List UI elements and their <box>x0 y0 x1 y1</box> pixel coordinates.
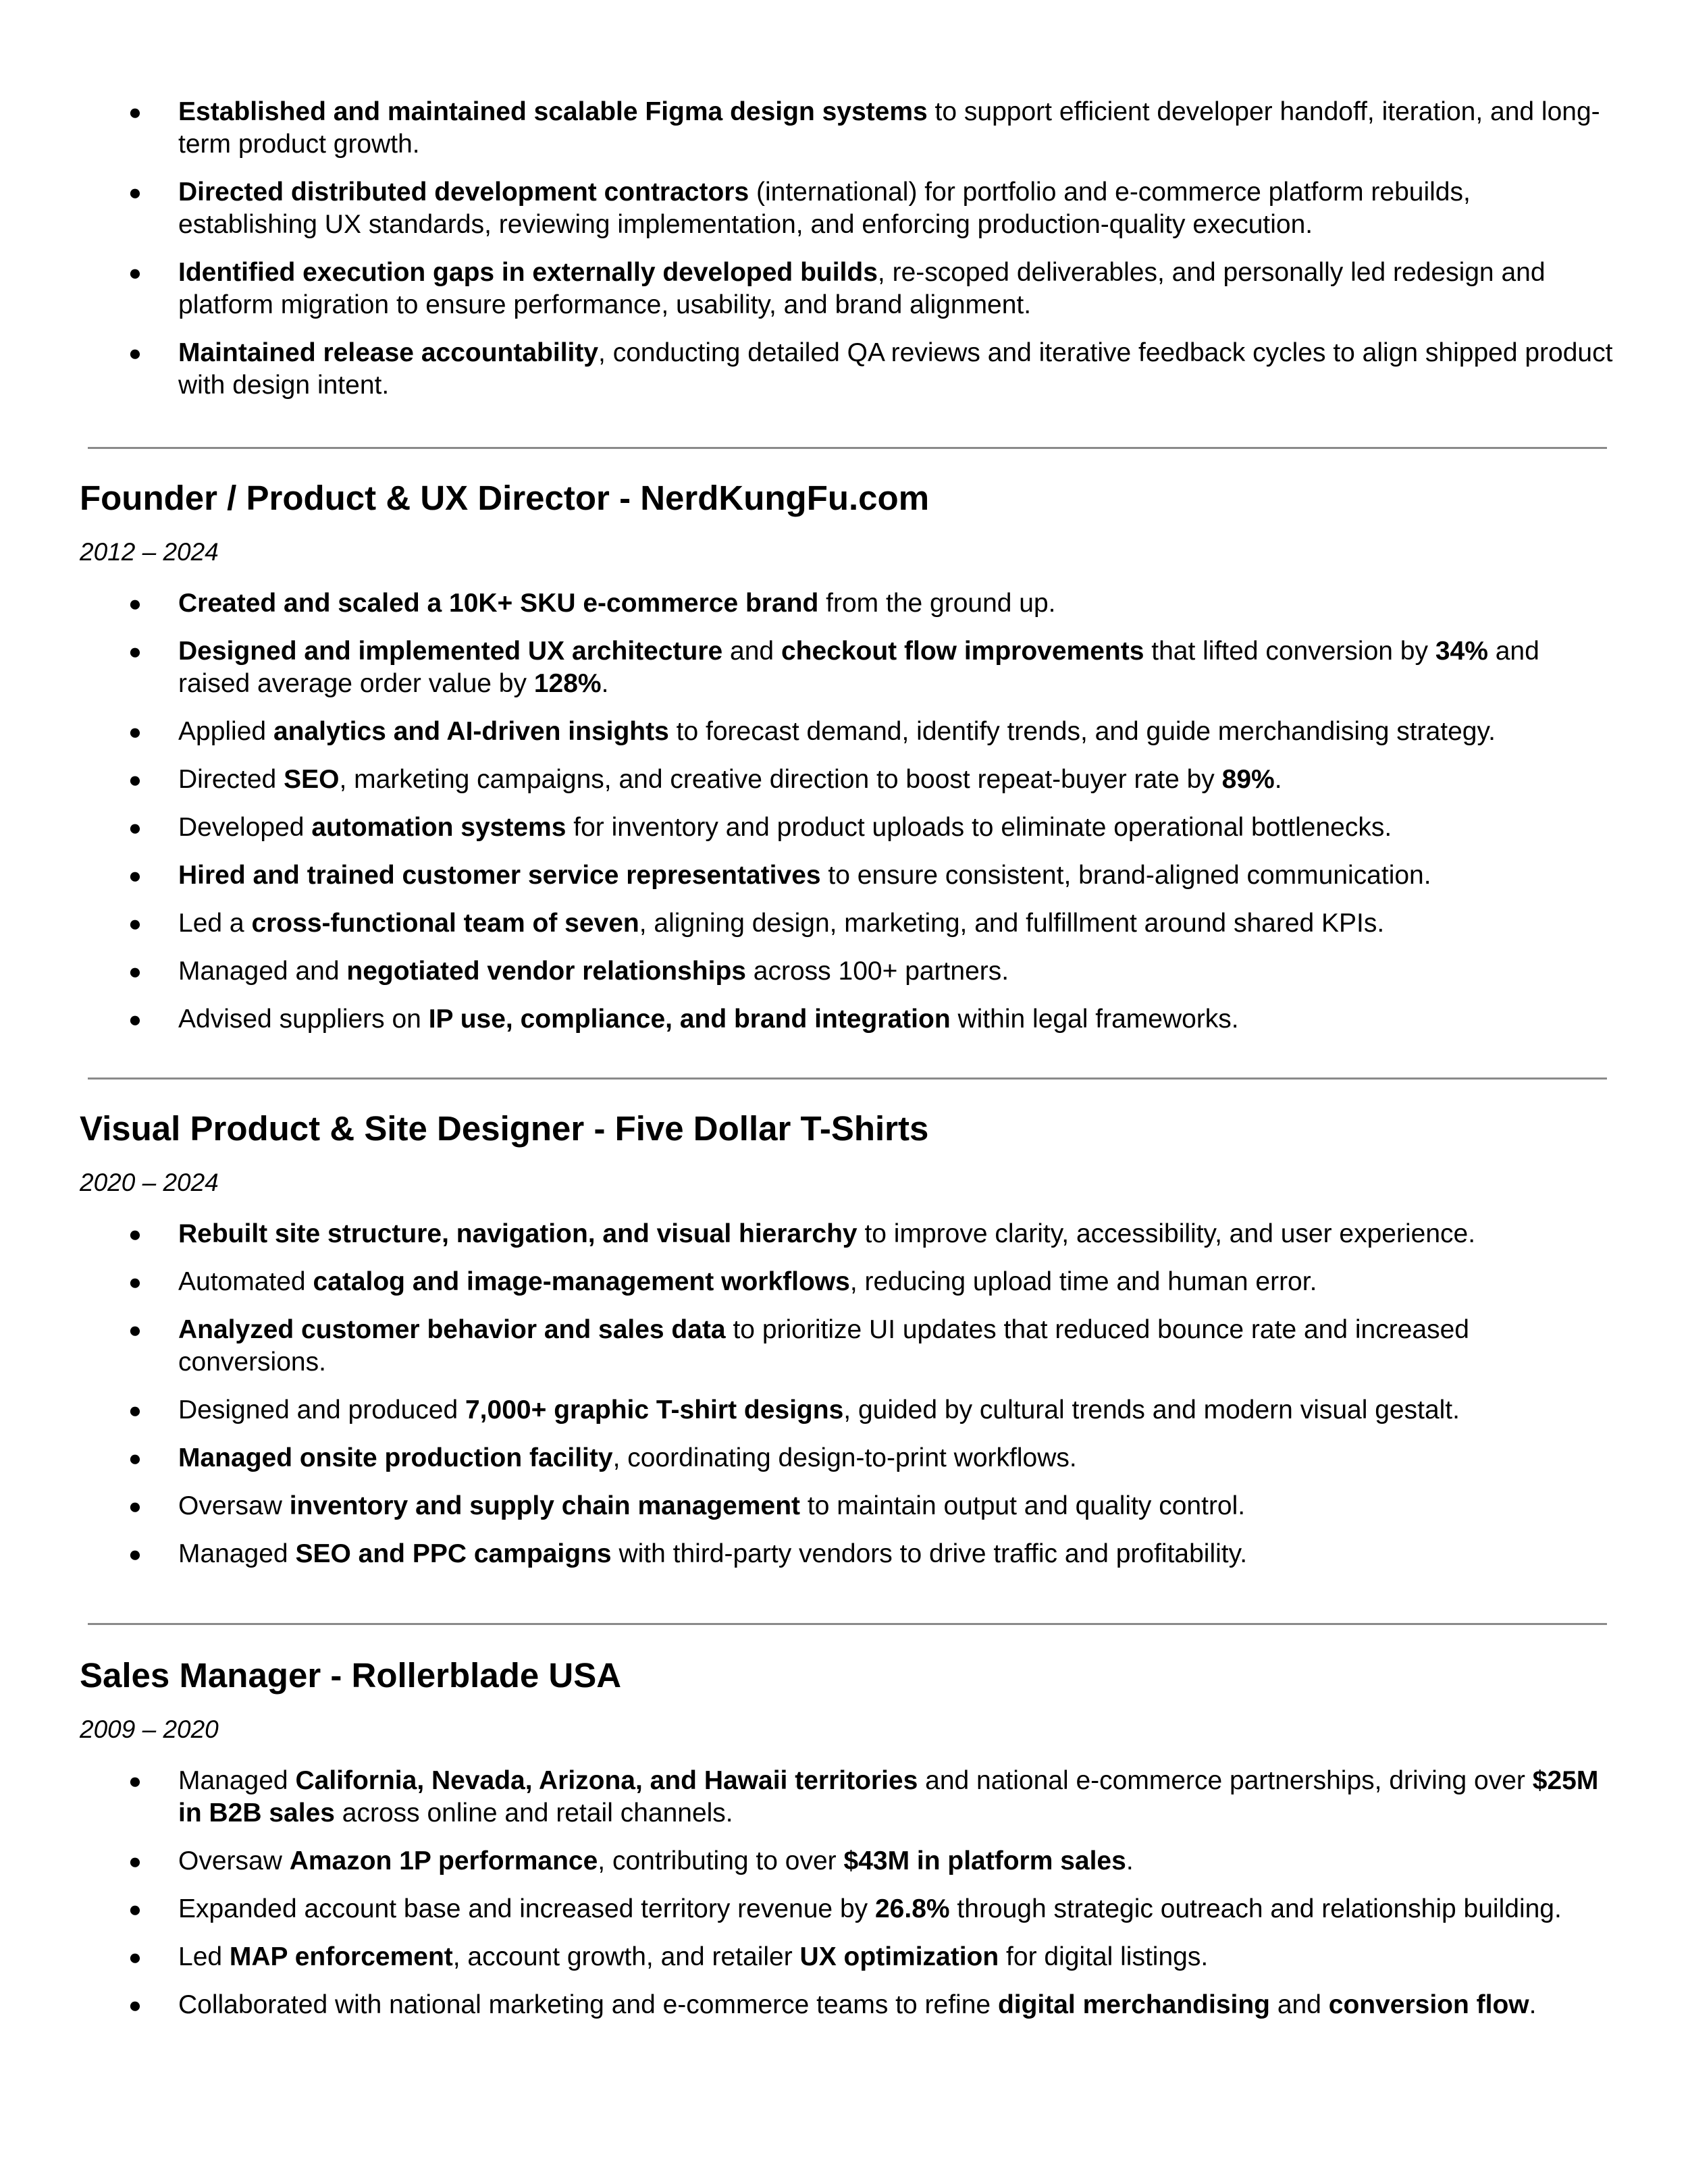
bullet-text: across 100+ partners. <box>745 957 1009 986</box>
bullet-dot-icon: ● <box>128 1269 142 1294</box>
bullet-item <box>128 1490 1614 1522</box>
bullet-item <box>128 1266 1614 1298</box>
bullet-dot-icon: ● <box>128 959 142 984</box>
bullet-dot-icon: ● <box>128 591 142 616</box>
bullet-text: , conducting detailed QA reviews and iterative feedback cycles to align shipped product with design intent. <box>178 338 1613 400</box>
bullet-item <box>128 337 1614 402</box>
bullet-bold-text: IP use, compliance, and brand integration <box>428 1005 951 1034</box>
bullet-text: , guided by cultural trends and modern visual gestalt. <box>843 1395 1460 1424</box>
bullet-text: and national e-commerce partnerships, driving over <box>918 1766 1533 1795</box>
bullet-bold-text: 26.8% <box>874 1894 950 1923</box>
bullet-dot-icon: ● <box>128 1317 142 1342</box>
bullet-item <box>128 764 1614 796</box>
bullet-text: , coordinating design-to-print workflows. <box>612 1443 1077 1472</box>
bullet-bold-text: 34% <box>1435 637 1488 666</box>
bullet-text: . <box>1274 765 1282 794</box>
job-bullet-list <box>128 1765 1614 2037</box>
bullet-text: Led <box>178 1942 230 1971</box>
bullet-bold-text: $25M in B2B sales <box>178 1766 1599 1828</box>
bullet-item <box>128 1538 1614 1570</box>
bullet-text: Managed <box>178 1539 296 1568</box>
bullet-dot-icon: ● <box>128 911 142 936</box>
job-title: Founder / Product & UX Director - NerdKungFu.com <box>80 479 930 517</box>
bullet-dot-icon: ● <box>128 639 142 664</box>
bullet-dot-icon: ● <box>128 1944 142 1969</box>
job-title: Sales Manager - Rollerblade USA <box>80 1656 622 1695</box>
bullet-text: Managed and <box>178 957 347 986</box>
bullet-dot-icon: ● <box>128 815 142 840</box>
job-dates: 2020 – 2024 <box>80 1169 219 1196</box>
bullet-text: and <box>722 637 781 666</box>
bullet-text: Directed <box>178 765 284 794</box>
bullet-text: , marketing campaigns, and creative direction to boost repeat-buyer rate by <box>339 765 1222 794</box>
section-divider <box>88 1077 1607 1080</box>
bullet-text: and <box>1270 1990 1329 2019</box>
job-bullet-list <box>128 587 1614 1051</box>
bullet-item <box>128 176 1614 241</box>
bullet-item <box>128 859 1614 892</box>
bullet-item <box>128 257 1614 321</box>
bullet-text: , reducing upload time and human error. <box>849 1267 1317 1296</box>
bullet-item <box>128 1314 1614 1379</box>
bullet-bold-text: catalog and image-management workflows <box>313 1267 850 1296</box>
bullet-item <box>128 1442 1614 1474</box>
bullet-bold-text: 128% <box>533 669 602 698</box>
bullet-bold-text: Maintained release accountability <box>178 338 599 367</box>
bullet-item <box>128 811 1614 844</box>
bullet-text: and raised average order value by <box>178 637 1539 698</box>
bullet-bold-text: UX optimization <box>799 1942 999 1971</box>
bullet-bold-text: conversion flow <box>1328 1990 1529 2019</box>
bullet-dot-icon: ● <box>128 1896 142 1921</box>
bullet-dot-icon: ● <box>128 1221 142 1246</box>
bullet-text: Collaborated with national marketing and e-commerce teams to refine <box>178 1990 998 2019</box>
bullet-text: for inventory and product uploads to eliminate operational bottlenecks. <box>566 813 1392 842</box>
bullet-text: Oversaw <box>178 1846 290 1875</box>
bullet-bold-text: Amazon 1P performance <box>289 1846 598 1875</box>
bullet-bold-text: Designed and implemented UX architecture <box>178 637 723 666</box>
bullet-text: to support efficient developer handoff, iteration, and long-term product growth. <box>178 97 1600 159</box>
bullet-text: Designed and produced <box>178 1395 465 1424</box>
bullet-item <box>128 96 1614 161</box>
bullet-item <box>128 1394 1614 1427</box>
bullet-text: to maintain output and quality control. <box>800 1491 1246 1520</box>
bullet-text: Applied <box>178 717 273 746</box>
bullet-bold-text: cross-functional team of seven <box>251 909 639 938</box>
bullet-bold-text: MAP enforcement <box>229 1942 453 1971</box>
bullet-dot-icon: ● <box>128 1992 142 2017</box>
bullet-text: Led a <box>178 909 252 938</box>
bullet-text: . <box>1126 1846 1134 1875</box>
bullet-text: to prioritize UI updates that reduced bounce rate and increased conversions. <box>178 1315 1469 1377</box>
bullet-bold-text: analytics and AI-driven insights <box>273 717 669 746</box>
bullet-bold-text: negotiated vendor relationships <box>346 957 746 986</box>
bullet-bold-text: automation systems <box>311 813 566 842</box>
bullet-dot-icon: ● <box>128 340 142 365</box>
bullet-text: Developed <box>178 813 312 842</box>
bullet-text: to forecast demand, identify trends, and guide merchandising strategy. <box>668 717 1496 746</box>
bullet-bold-text: inventory and supply chain management <box>289 1491 801 1520</box>
bullet-dot-icon: ● <box>128 1445 142 1470</box>
bullet-item <box>128 635 1614 700</box>
bullet-item <box>128 1218 1614 1250</box>
bullet-text: , re-scoped deliverables, and personally led redesign and platform migration to ensure performance, usability, and brand alignment. <box>178 258 1546 319</box>
bullet-dot-icon: ● <box>128 99 142 124</box>
section-divider <box>88 1623 1607 1625</box>
bullet-dot-icon: ● <box>128 1541 142 1566</box>
bullet-text: . <box>601 669 609 698</box>
bullet-text: to ensure consistent, brand-aligned communication. <box>820 861 1431 890</box>
bullet-text: Automated <box>178 1267 313 1296</box>
bullet-bold-text: Managed onsite production facility <box>178 1443 613 1472</box>
bullet-bold-text: digital merchandising <box>997 1990 1271 2019</box>
bullet-text: for digital listings. <box>999 1942 1209 1971</box>
bullet-item <box>128 1893 1614 1925</box>
job-bullet-list <box>128 1218 1614 1586</box>
bullet-bold-text: checkout flow improvements <box>781 637 1144 666</box>
bullet-dot-icon: ● <box>128 1007 142 1032</box>
bullet-bold-text: Directed distributed development contractors <box>178 178 749 207</box>
bullet-dot-icon: ● <box>128 719 142 744</box>
bullet-bold-text: 7,000+ graphic T-shirt designs <box>465 1395 844 1424</box>
bullet-text: , contributing to over <box>598 1846 844 1875</box>
bullet-bold-text: SEO and PPC campaigns <box>295 1539 612 1568</box>
bullet-bold-text: 89% <box>1221 765 1275 794</box>
bullet-text: , account growth, and retailer <box>452 1942 800 1971</box>
bullet-bold-text: Established and maintained scalable Figma design systems <box>178 97 928 126</box>
bullet-dot-icon: ● <box>128 260 142 285</box>
bullet-text: that lifted conversion by <box>1144 637 1435 666</box>
bullet-dot-icon: ● <box>128 863 142 888</box>
job-title: Visual Product & Site Designer - Five Dollar T-Shirts <box>80 1109 929 1148</box>
bullet-text: Expanded account base and increased territory revenue by <box>178 1894 875 1923</box>
bullet-bold-text: Analyzed customer behavior and sales data <box>178 1315 726 1344</box>
bullet-item <box>128 1003 1614 1036</box>
bullet-text: (international) for portfolio and e-commerce platform rebuilds, establishing UX standards, reviewing implementation, and enforcing production-quality execution. <box>178 178 1471 239</box>
job-dates: 2009 – 2020 <box>80 1715 219 1743</box>
bullet-text: from the ground up. <box>818 589 1056 618</box>
bullet-dot-icon: ● <box>128 180 142 205</box>
bullet-text: Managed <box>178 1766 296 1795</box>
bullet-bold-text: Hired and trained customer service representatives <box>178 861 821 890</box>
intro-bullet-list <box>128 96 1614 417</box>
bullet-item <box>128 1845 1614 1877</box>
bullet-dot-icon: ● <box>128 1768 142 1793</box>
bullet-dot-icon: ● <box>128 1397 142 1422</box>
bullet-bold-text: $43M in platform sales <box>843 1846 1126 1875</box>
bullet-dot-icon: ● <box>128 767 142 792</box>
bullet-item <box>128 587 1614 620</box>
job-dates: 2012 – 2024 <box>80 538 219 566</box>
bullet-item <box>128 1765 1614 1830</box>
bullet-text: . <box>1529 1990 1537 2019</box>
bullet-item <box>128 1941 1614 1973</box>
bullet-bold-text: California, Nevada, Arizona, and Hawaii territories <box>295 1766 918 1795</box>
bullet-text: Oversaw <box>178 1491 290 1520</box>
bullet-text: within legal frameworks. <box>950 1005 1239 1034</box>
bullet-bold-text: SEO <box>284 765 340 794</box>
bullet-dot-icon: ● <box>128 1493 142 1518</box>
bullet-item <box>128 1989 1614 2021</box>
bullet-text: through strategic outreach and relationship building. <box>949 1894 1562 1923</box>
bullet-item <box>128 907 1614 940</box>
bullet-item <box>128 955 1614 988</box>
bullet-dot-icon: ● <box>128 1848 142 1873</box>
bullet-item <box>128 716 1614 748</box>
bullet-bold-text: Rebuilt site structure, navigation, and visual hierarchy <box>178 1219 858 1248</box>
bullet-text: Advised suppliers on <box>178 1005 429 1034</box>
bullet-text: across online and retail channels. <box>334 1799 733 1828</box>
bullet-bold-text: Identified execution gaps in externally developed builds <box>178 258 878 287</box>
bullet-bold-text: Created and scaled a 10K+ SKU e-commerce brand <box>178 589 819 618</box>
bullet-text: to improve clarity, accessibility, and user experience. <box>857 1219 1476 1248</box>
bullet-text: with third-party vendors to drive traffic and profitability. <box>611 1539 1248 1568</box>
section-divider <box>88 447 1607 449</box>
bullet-text: , aligning design, marketing, and fulfillment around shared KPIs. <box>639 909 1385 938</box>
